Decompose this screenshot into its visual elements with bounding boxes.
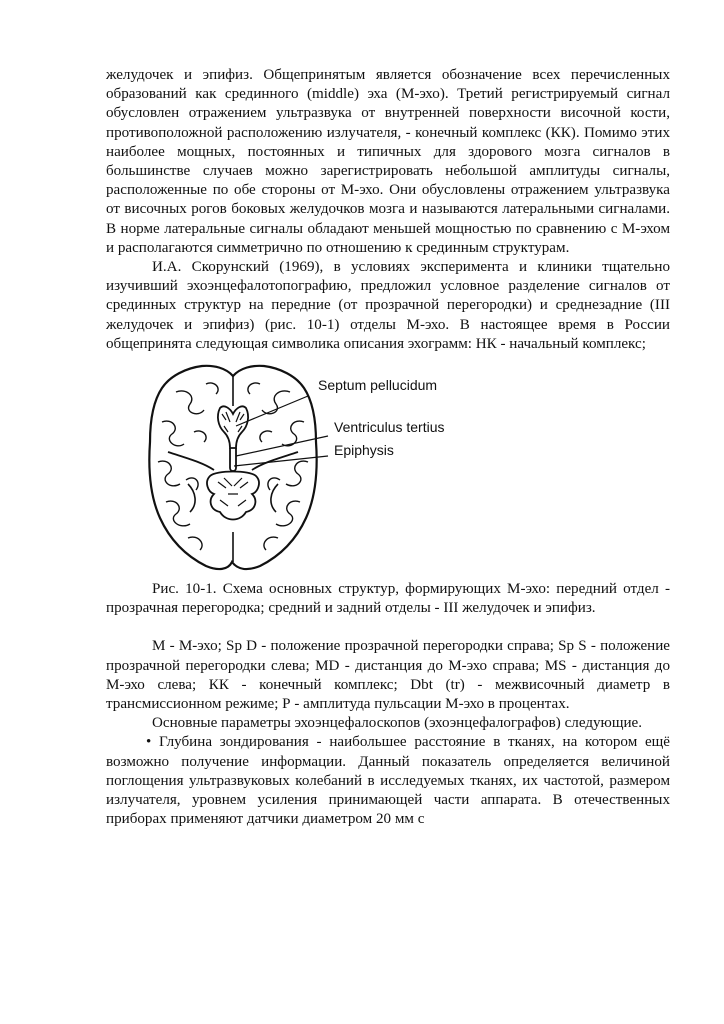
paragraph-1: желудочек и эпифиз. Общепринятым является обозначение всех перечисленных образований как срединного (middle) эха (М-эхо). Третий регистрируемый сигнал обусловлен отражением ультразвука от внутренней поверхности височной кости, противоположной расположению излучателя, - конечный комплекс (КК). Помимо этих наиболее мощных, постоянных и типичных для здорового мозга сигналов в большинстве случаев можно зарегистрировать небольшой амплитуды сигналы, расположенные по обе стороны от М-эхо. Они обусловлены отражением ультразвука от височных рогов боковых желудочков мозга и называются латеральными сигналами. В норме латеральные сигналы обладают меньшей мощностью по сравнению с М-эхом и располагаются симметрично по отношению к срединным структурам. <box>106 67 670 256</box>
spacer <box>106 618 670 637</box>
label-ventriculus-tertius: Ventriculus tertius <box>334 419 445 436</box>
brain-figure <box>106 362 670 574</box>
paragraph-2: И.А. Скорунский (1969), в условиях эксперимента и клиники тщательно изучивший эхоэнцефалотопографию, предложил условное разделение сигналов от срединных структур на передние (от прозрачной перегородки) и среднезадние (III желудочек и эпифиз) (рис. 10-1) отделы М-эхо. В настоящее время в России общепринята следующая символика описания эхограмм: НК - начальный комплекс; <box>106 259 670 352</box>
label-epiphysis: Epiphysis <box>334 442 394 459</box>
brain-illustration <box>106 362 670 574</box>
paragraph-3: М - М-эхо; Sp D - положение прозрачной перегородки справа; Sp S - положение прозрачной перегородки слева; MD - дистанция до М-эхо справа; MS - дистанция до М-эхо слева; КК - конечный комплекс; Dbt (tr) - межвисочный диаметр в трансмиссионном режиме; Р - амплитуда пульсации М-эхо в процентах. <box>106 638 670 713</box>
bullet-item-depth: • Глубина зондирования - наибольшее расстояние в тканях, на котором ещё возможно получение информации. Данный показатель определяется величиной поглощения ультразвуковых колебаний в исследуемых тканях, их частотой, размером излучателя, уровнем усиления принимающей части аппарата. В отечественных приборах применяют датчики диаметром 20 мм с <box>106 734 670 828</box>
label-septum-pellucidum: Septum pellucidum <box>318 377 438 394</box>
figure-caption: Рис. 10-1. Схема основных структур, формирующих М-эхо: передний отдел - прозрачная перегородка; средний и задний отделы - III желудочек и эпифиз. <box>106 581 670 617</box>
paragraph-4: Основные параметры эхоэнцефалоскопов (эхоэнцефалографов) следующие. <box>152 715 642 732</box>
